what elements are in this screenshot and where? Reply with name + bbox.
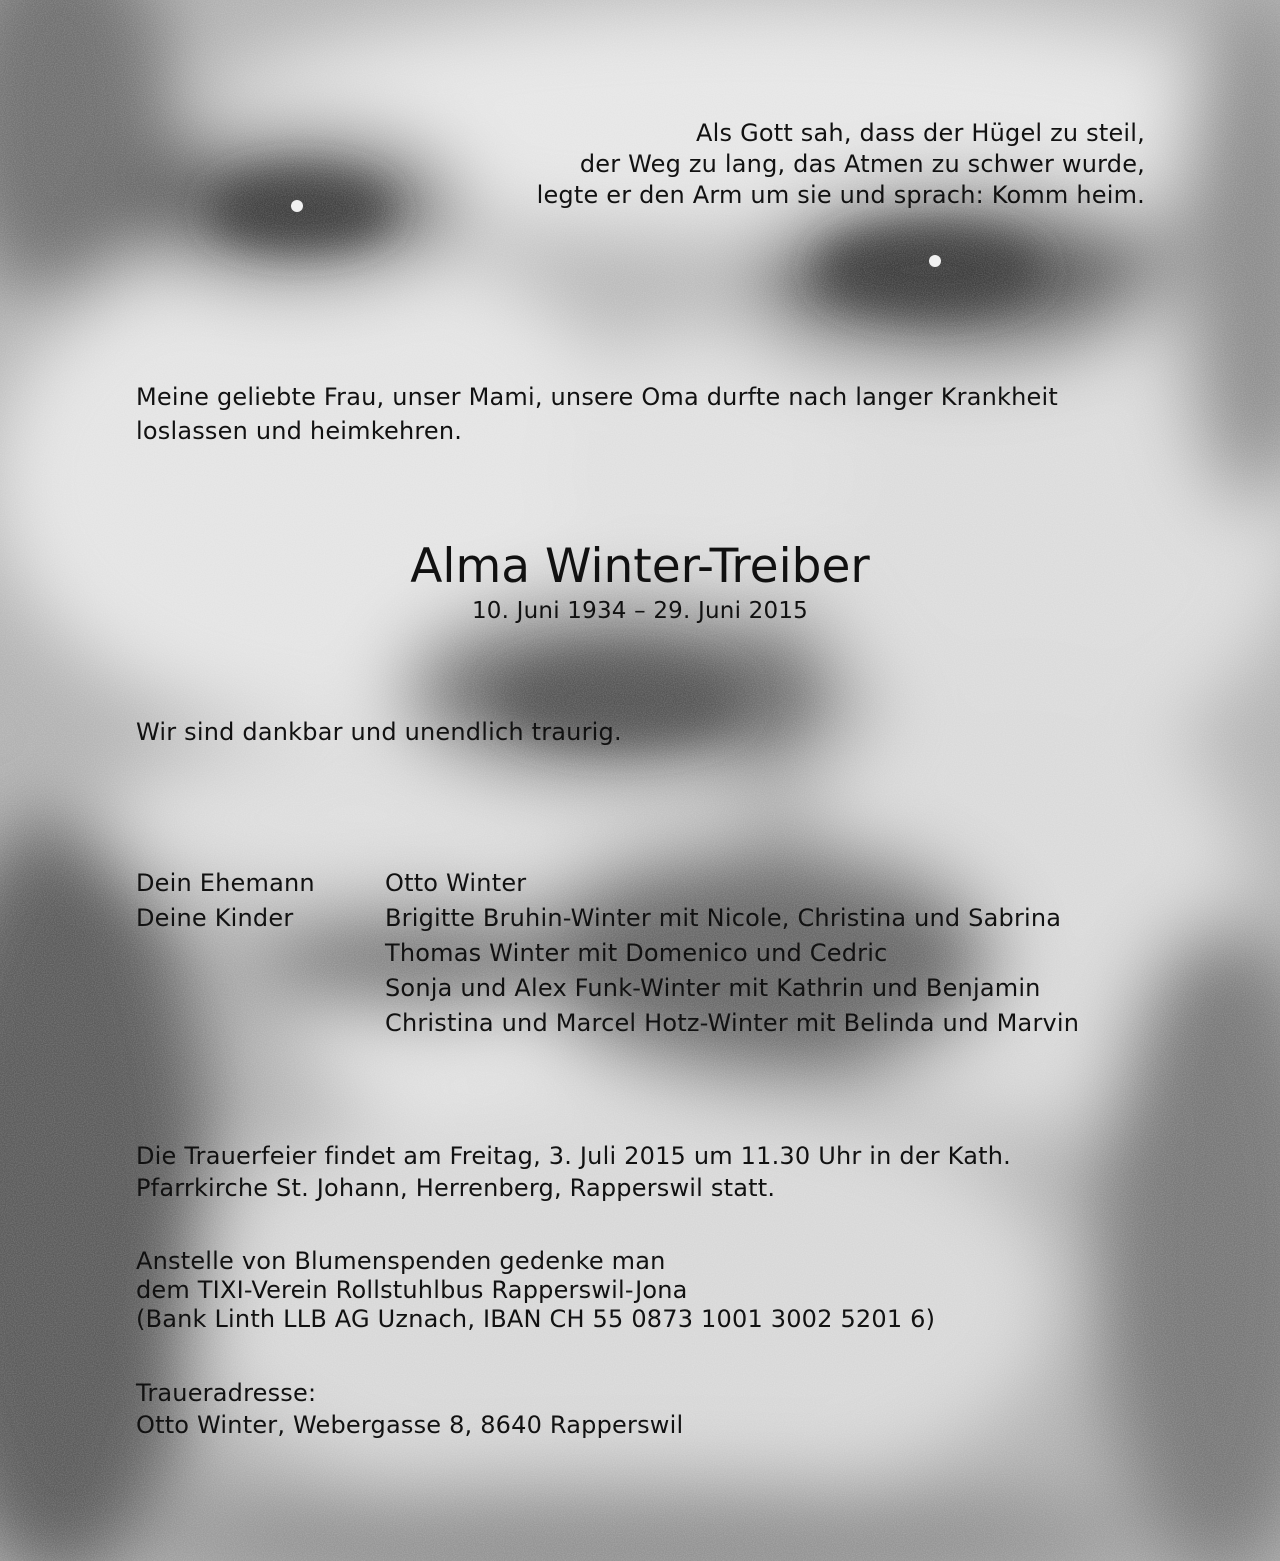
family-name-line: Brigitte Bruhin-Winter mit Nicole, Christina und Sabrina: [385, 904, 1062, 932]
mourning-address: [136, 1377, 683, 1441]
family-label: Deine Kinder: [136, 904, 294, 932]
family-names: [385, 901, 1079, 1041]
quote-block: [537, 118, 1145, 211]
service-line: Die Trauerfeier findet am Freitag, 3. Juli 2015 um 11.30 Uhr in der Kath.: [136, 1142, 1011, 1170]
donation-line: dem TIXI-Verein Rollstuhlbus Rapperswil-Jona: [136, 1276, 688, 1304]
quote-line: legte er den Arm um sie und sprach: Komm heim.: [536, 181, 1145, 209]
service-line: Pfarrkirche St. Johann, Herrenberg, Rapperswil statt.: [136, 1174, 776, 1202]
deceased-block: [0, 538, 1280, 626]
address-heading: Traueradresse:: [136, 1379, 317, 1407]
family-label: Dein Ehemann: [136, 869, 315, 897]
deceased-name: Alma Winter-Treiber: [410, 539, 870, 594]
life-dates: 10. Juni 1934 – 29. Juni 2015: [471, 598, 809, 624]
donation-line: Anstelle von Blumenspenden gedenke man: [136, 1247, 666, 1275]
family-name-line: Thomas Winter mit Domenico und Cedric: [385, 939, 888, 967]
donation-info: [136, 1247, 935, 1334]
family-row-spouse: [136, 866, 1079, 901]
service-info: [136, 1140, 1011, 1204]
family-name-line: Sonja und Alex Funk-Winter mit Kathrin und Benjamin: [385, 974, 1041, 1002]
quote-line: Als Gott sah, dass der Hügel zu steil,: [696, 119, 1145, 147]
intro-text: Meine geliebte Frau, unser Mami, unsere Oma durfte nach langer Krankheit loslassen und heimkehren.: [136, 383, 1058, 445]
family-list: [136, 866, 1079, 1041]
donation-line: (Bank Linth LLB AG Uznach, IBAN CH 55 0873 1001 3002 5201 6): [136, 1305, 936, 1333]
family-name-line: Otto Winter: [385, 869, 527, 897]
family-row-children: [136, 901, 1079, 1041]
thanks-text: Wir sind dankbar und unendlich traurig.: [136, 718, 622, 746]
family-names: [385, 866, 526, 901]
family-name-line: Christina und Marcel Hotz-Winter mit Belinda und Marvin: [385, 1009, 1080, 1037]
address-line: Otto Winter, Webergasse 8, 8640 Rapperswil: [136, 1411, 684, 1439]
quote-line: der Weg zu lang, das Atmen zu schwer wurde,: [579, 150, 1145, 178]
